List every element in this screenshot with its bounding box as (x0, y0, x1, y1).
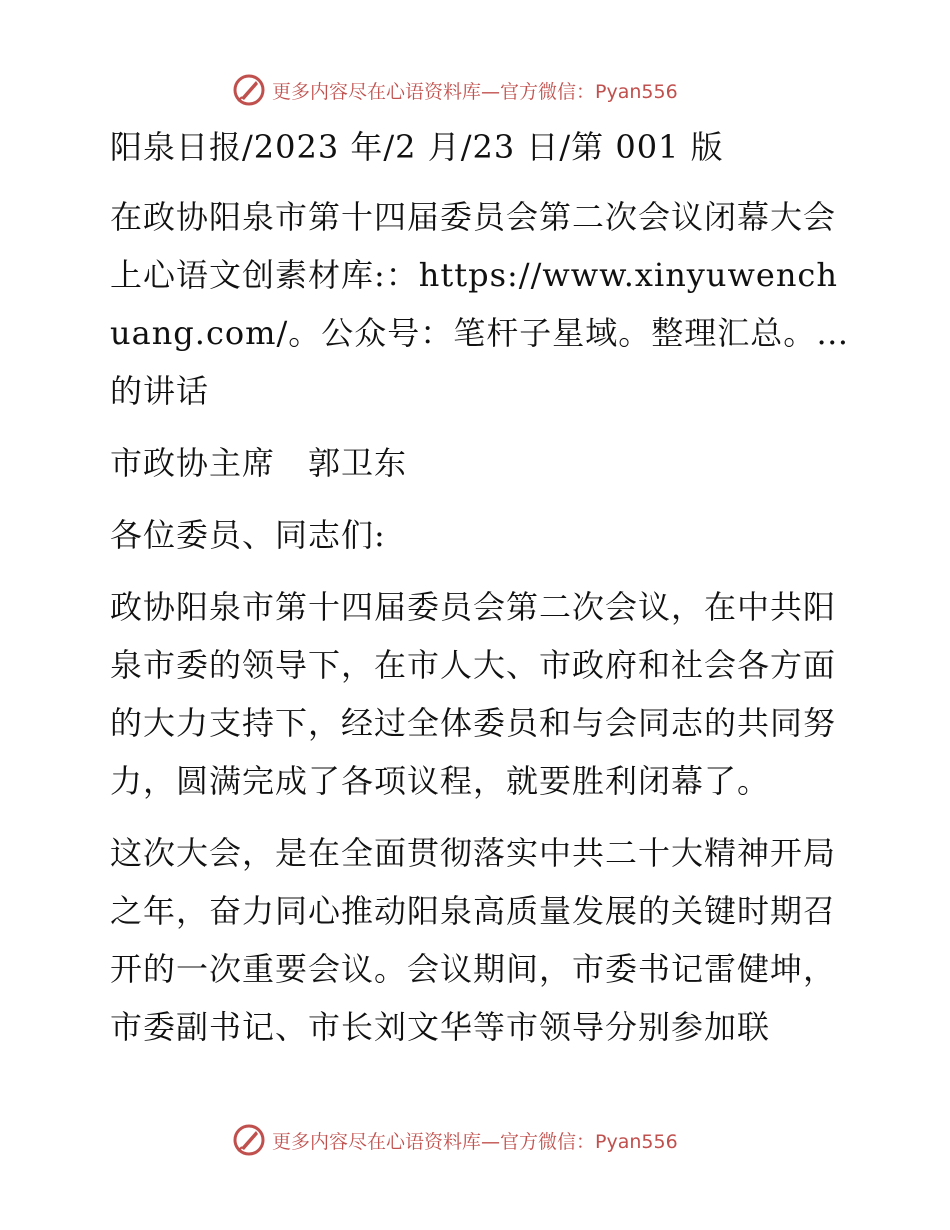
speaker-line: 市政协主席 郭卫东 (110, 444, 408, 482)
watermark-banner-bottom (232, 1120, 678, 1160)
dateline: 阳泉日报/2023 年/2 月/23 日/第 001 版 (110, 128, 724, 166)
salutation: 各位委员、同志们: (110, 516, 386, 554)
quill-circle-icon (232, 1123, 266, 1157)
article-body (96, 118, 856, 1070)
body-paragraph: 这次大会，是在全面贯彻落实中共二十大精神开局之年，奋力同心推动阳泉高质量发展的关键时期召开的一次重要会议。会议期间，市委书记雷健坤，市委副书记、市长刘文华等市领导分别参加联 (110, 834, 837, 1046)
quill-circle-icon (232, 73, 266, 107)
watermark-text: 更多内容尽在心语资料库—官方微信：Pyan556 (272, 1130, 678, 1153)
article-title: 在政协阳泉市第十四届委员会第二次会议闭幕大会上心语文创素材库:：https://www.xinyuwenchuang.com/。公众号：笔杆子星域。整理汇总。…的讲话 (110, 198, 850, 410)
watermark-banner-top (232, 70, 678, 110)
body-paragraph: 政协阳泉市第十四届委员会第二次会议，在中共阳泉市委的领导下，在市人大、市政府和社会各方面的大力支持下，经过全体委员和与会同志的共同努力，圆满完成了各项议程，就要胜利闭幕了。 (110, 588, 837, 800)
watermark-text: 更多内容尽在心语资料库—官方微信：Pyan556 (272, 80, 678, 103)
